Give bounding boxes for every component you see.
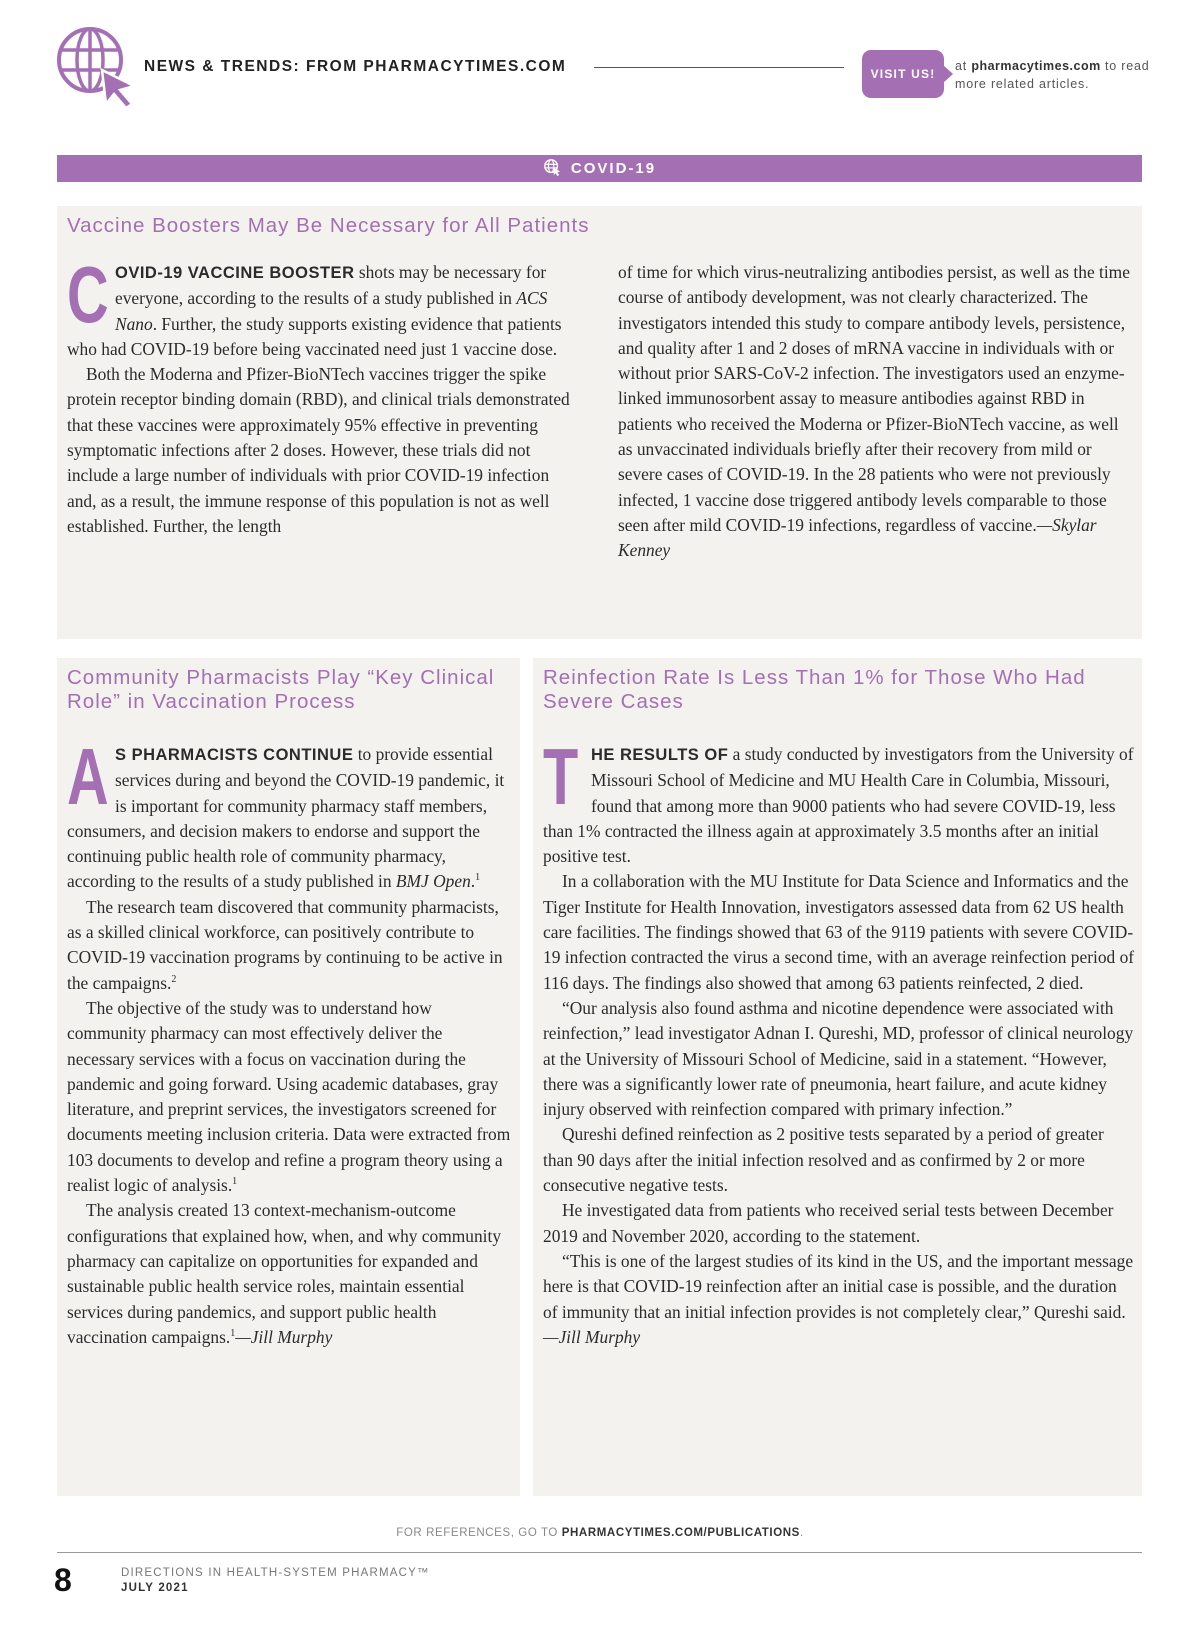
author-byline: —Jill Murphy [543,1326,641,1347]
header-divider [594,67,844,68]
visit-us-button[interactable]: VISIT US! [862,50,944,98]
publication-info [121,1566,430,1596]
publication-name: DIRECTIONS IN HEALTH-SYSTEM PHARMACY™ [121,1567,430,1579]
article-title: Vaccine Boosters May Be Necessary for All Patients [67,214,590,237]
paragraph: Both the Moderna and Pfizer-BioNTech vaccines trigger the spike protein receptor binding domain (RBD), and clinical trials demonstrated that these vaccines were approximately 95% effective in preventing symptomatic infections after 2 doses. However, these trials did not include a large number of individuals with prior COVID-19 infection and, as a result, the immune response of this population is not as well established. Further, the length [67,364,570,536]
author-byline: —Jill Murphy [235,1326,333,1347]
visit-text: at pharmacytimes.com to read more related articles. [955,59,1150,91]
article-body: A S PHARMACISTS CONTINUE to provide essential services during and beyond the COVID-19 pandemic, it is important for community pharmacy staff members, consumers, and decision makers to endorse and support the continuing public health role of community pharmacy, according to the results of a study published in BMJ Open.$^1$ The research team discovered that community pharmacists, as a skilled clinical workforce, can positively contribute to COVID-19 vaccination programs by continuing to be active in the campaigns.$^2$ The objective of the study was to understand how community pharmacy can most effectively deliver the necessary services with a focus on vaccination during the pandemic and going forward. Using academic databases, gray literature, and preprint services, the investigators screened for documents meeting inclusion criteria. Data were extracted from 103 documents to develop and refine a program theory using a realist logic of analysis.$^1$ The analysis created 13 context-mechanism-outcome configurations that explained how, when, and why community pharmacy can capitalize on opportunities for expanded and sustainable public health service roles, maintain essential services during pandemics, and support public health vaccination campaigns.$^1$—Jill Murphy [67,732,511,1347]
header-title: NEWS & TRENDS: FROM PHARMACYTIMES.COM [144,58,567,75]
article-title: Community Pharmacists Play “Key Clinical Role” in Vaccination Process [67,666,495,713]
article-body: THE RESULTS OF a study conducted by investigators from the University of Missouri School of Medicine and MU Health Care in Columbia, Missouri, found that among more than 9000 patients who had severe COVID-19, less than 1% contracted the illness again at approximately 3.5 months after an initial positive test. In a collaboration with the MU Institute for Data Science and Informatics and the Tiger Institute for Health Innovation, investigators assessed data from 62 US health care facilities. The findings showed that 63 of the 9119 patients with severe COVID-19 infection contracted the virus a second time, with an average reinfection period of 116 days. The findings also showed that among 63 patients reinfected, 2 died. “Our analysis also found asthma and nicotine dependence were associated with reinfection,” lead investigator Adnan I. Qureshi, MD, professor of clinical neurology at the University of Missouri School of Medicine, said in a statement. “However, there was a significantly lower rate of pneumonia, heart failure, and acute kidney injury observed with reinfection compared with primary infection.” Qureshi defined reinfection as 2 positive tests separated by a period of greater than 90 days after the initial infection resolved and as confirmed by 2 or more consecutive negative tests. He investigated data from patients who received serial tests between December 2019 and November 2020, according to the statement. “This is one of the largest studies of its kind in the US, and the important message here is that COVID-19 reinfection after an initial case is possible, and the duration of immunity that an initial infection provides is not completely clear,” Qureshi said. —Jill Murphy [543,732,1135,1347]
drop-cap: T [543,732,579,821]
section-label: COVID-19 [570,160,657,177]
visit-site-link[interactable]: pharmacytimes.com [971,59,1101,73]
references-link[interactable]: PHARMACYTIMES.COM/PUBLICATIONS [561,1527,800,1539]
globe-cursor-icon [543,158,561,176]
issue-date: JULY 2021 [121,1582,189,1594]
globe-cursor-icon [52,24,138,110]
article-body-right: of time for which virus-neutralizing antibodies persist, as well as the time course of antibody development, was not clearly characterized. The investigators intended this study to compare antibody levels, persistence, and quality after 1 and 2 doses of mRNA vaccine in individuals with or without prior SARS-CoV-2 infection. The investigators used an enzyme-linked immunosorbent assay to measure antibodies against RBD in patients who received the Moderna or Pfizer-BioNTech vaccine, as well as unvaccinated individuals briefly after their recovery from mild or severe cases of COVID-19. In the 28 patients who were not previously infected, 1 vaccine dose triggered antibody levels comparable to those seen after mild COVID-19 infections, regardless of vaccine.—Skylar Kenney [618,262,1130,561]
article-title: Reinfection Rate Is Less Than 1% for Those Who Had Severe Cases [543,666,1086,713]
references-note: FOR REFERENCES, GO TO PHARMACYTIMES.COM/PUBLICATIONS. [396,1527,804,1539]
page-number: 8 [54,1562,72,1598]
drop-cap: A [67,732,109,821]
article-body-left: COVID-19 VACCINE BOOSTER shots may be necessary for everyone, according to the results of a study published in ACS Nano. Further, the study supports existing evidence that patients who had COVID-19 before being vaccinated need just 1 vaccine dose. Both the Moderna and Pfizer-BioNTech vaccines trigger the spike protein receptor binding domain (RBD), and clinical trials demonstrated that these vaccines were approximately 95% effective in preventing symptomatic infections after 2 doses. However, these trials did not include a large number of individuals with prior COVID-19 infection and, as a result, the immune response of this population is not as well established. Further, the length [67,260,575,539]
footer-divider [57,1552,1142,1553]
drop-cap: C [67,250,109,339]
section-bar [57,155,1142,182]
author-byline: —Skylar Kenney [618,514,1097,561]
